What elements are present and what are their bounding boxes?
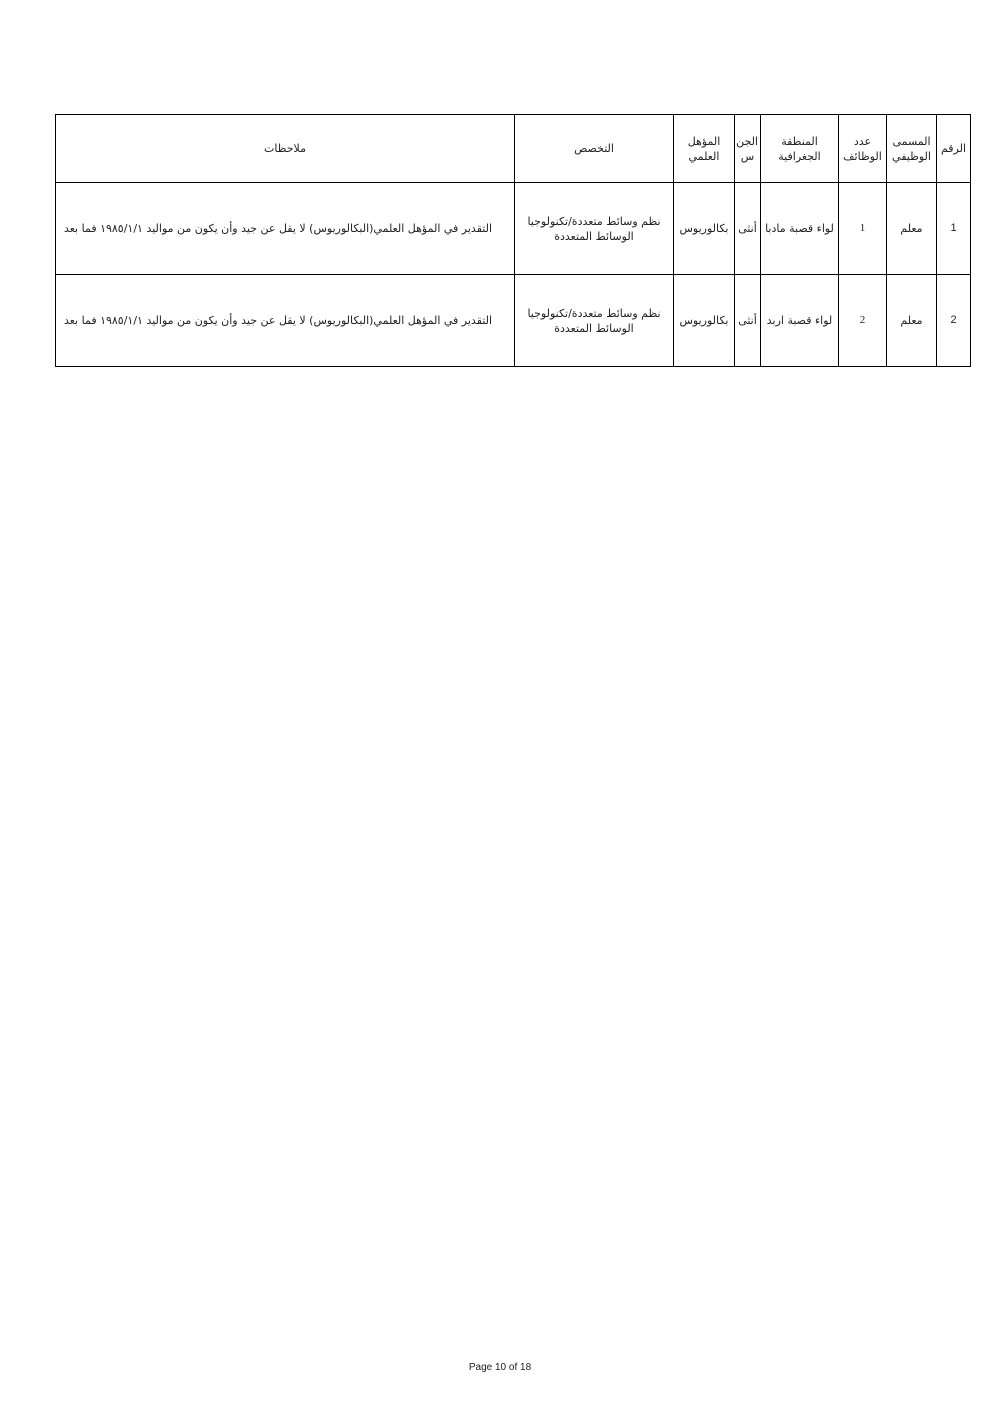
header-job-title: المسمى الوظيفي xyxy=(887,115,937,183)
header-gender: الجن س xyxy=(735,115,761,183)
header-notes: ملاحظات xyxy=(56,115,515,183)
header-specialization: التخصص xyxy=(515,115,674,183)
table-header-row xyxy=(56,115,971,183)
cell-notes: التقدير في المؤهل العلمي(البكالوريوس) لا يقل عن جيد وأن يكون من مواليد ١٩٨٥/١/١ فما بعد xyxy=(56,183,515,275)
cell-job-title: معلم xyxy=(887,275,937,367)
cell-gender: أنثى xyxy=(735,183,761,275)
header-positions-count: عدد الوظائف xyxy=(839,115,887,183)
cell-gender: أنثى xyxy=(735,275,761,367)
table-row xyxy=(56,183,971,275)
cell-job-title: معلم xyxy=(887,183,937,275)
header-region: المنطقة الجغرافية xyxy=(761,115,839,183)
page-number-footer: Page 10 of 18 xyxy=(468,1362,532,1373)
cell-notes: التقدير في المؤهل العلمي(البكالوريوس) لا يقل عن جيد وأن يكون من مواليد ١٩٨٥/١/١ فما بعد xyxy=(56,275,515,367)
table-row xyxy=(56,275,971,367)
vacancies-table xyxy=(55,114,971,367)
header-number: الرقم xyxy=(937,115,971,183)
cell-qualification: بكالوريوس xyxy=(674,275,735,367)
cell-qualification: بكالوريوس xyxy=(674,183,735,275)
cell-specialization: نظم وسائط متعددة/تكنولوجيا الوسائط المتعددة xyxy=(515,275,674,367)
cell-region: لواء قصبة مادبا xyxy=(761,183,839,275)
cell-positions-count: 2 xyxy=(839,275,887,367)
cell-number: 2 xyxy=(937,275,971,367)
cell-specialization: نظم وسائط متعددة/تكنولوجيا الوسائط المتعددة xyxy=(515,183,674,275)
cell-positions-count: 1 xyxy=(839,183,887,275)
cell-number: 1 xyxy=(937,183,971,275)
cell-region: لواء قصبة اربد xyxy=(761,275,839,367)
header-qualification: المؤهل العلمي xyxy=(674,115,735,183)
